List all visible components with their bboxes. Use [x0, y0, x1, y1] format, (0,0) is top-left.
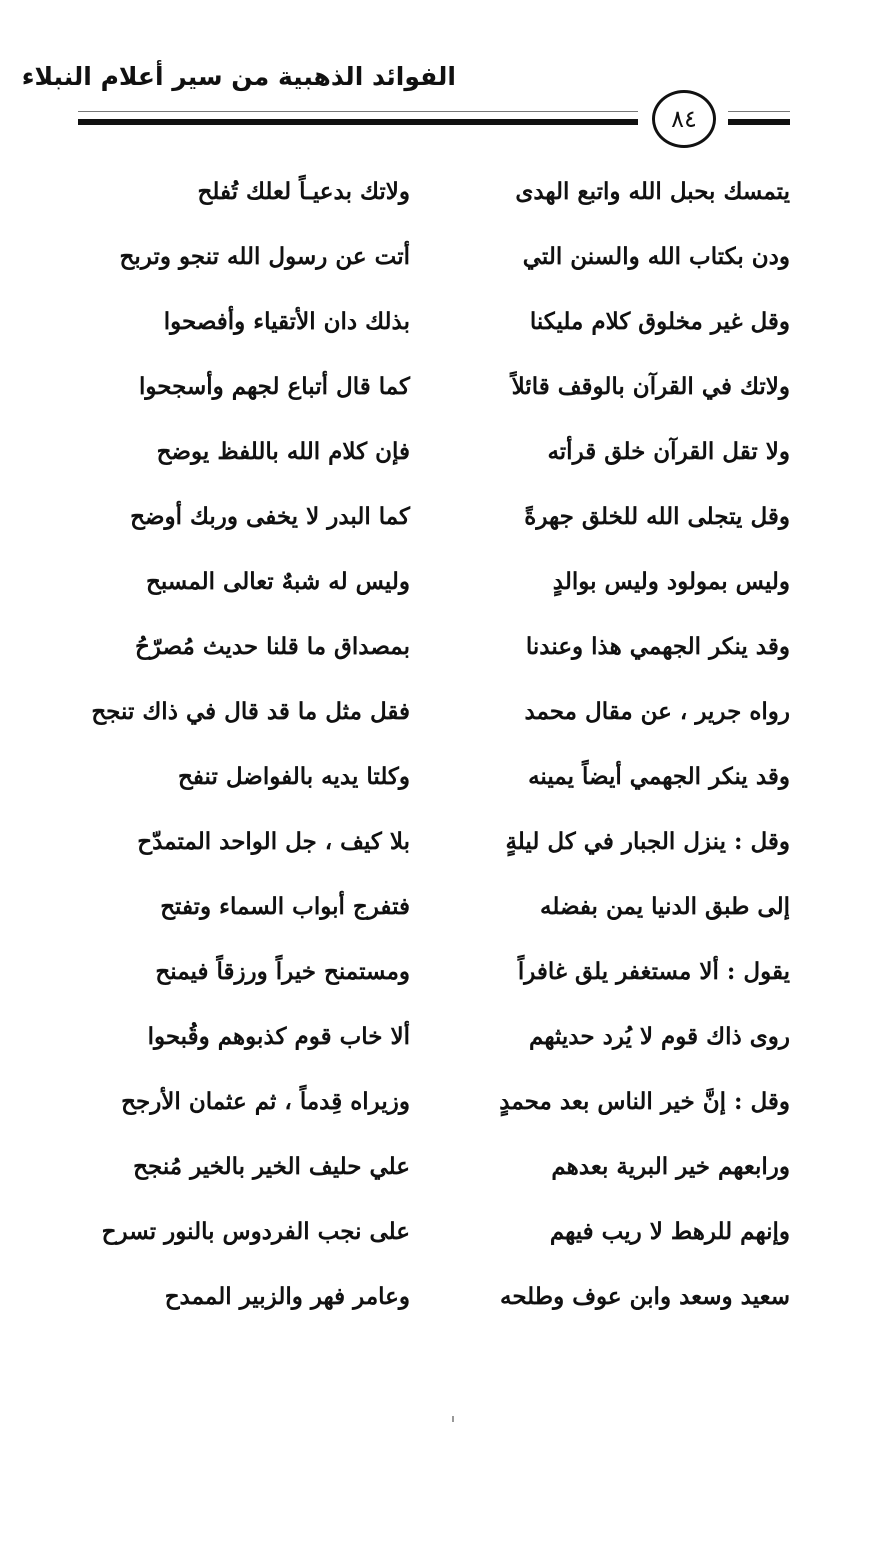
verse-second-hemistich: وكلتا يديه بالفواضل تنفح [178, 763, 410, 790]
verse-second-hemistich: فتفرج أبواب السماء وتفتح [160, 893, 410, 920]
verse-second-hemistich: فإن كلام الله باللفظ يوضح [156, 438, 410, 465]
verse [70, 690, 790, 755]
verse-second-hemistich: كما قال أتباع لجهم وأسجحوا [139, 373, 410, 400]
header-rule-thin [78, 111, 638, 112]
verse-first-hemistich: وقل : ينزل الجبار في كل ليلةٍ [505, 828, 790, 855]
header-rule-right-thin [728, 111, 790, 112]
verse-first-hemistich: وقد ينكر الجهمي هذا وعندنا [525, 633, 790, 660]
verse-first-hemistich: وقل : إنَّ خير الناس بعد محمدٍ [499, 1088, 790, 1115]
verse [70, 1080, 790, 1145]
verse-second-hemistich: بذلك دان الأتقياء وأفصحوا [163, 308, 410, 335]
verse [70, 820, 790, 885]
verse-first-hemistich: وإنهم للرهط لا ريب فيهم [549, 1218, 790, 1245]
verse-first-hemistich: يتمسك بحبل الله واتبع الهدى [515, 178, 790, 205]
header-title: الفوائد الذهبية من سير أعلام النبلاء [21, 62, 456, 91]
verse-second-hemistich: ولاتك بدعيـاً لعلك تُفلح [197, 178, 410, 205]
verse-first-hemistich: روى ذاك قوم لا يُرد حديثهم [529, 1023, 790, 1050]
verse [70, 625, 790, 690]
verse [70, 495, 790, 560]
verse-second-hemistich: وزيراه قِدماً ، ثم عثمان الأرجح [121, 1088, 410, 1115]
verse-second-hemistich: على نجب الفردوس بالنور تسرح [101, 1218, 410, 1245]
verse-first-hemistich: وقل غير مخلوق كلام مليكنا [529, 308, 790, 335]
poem [70, 170, 790, 1340]
verse-first-hemistich: يقول : ألا مستغفر يلق غافراً [517, 958, 790, 985]
verse-first-hemistich: وليس بمولود وليس بوالدٍ [552, 568, 790, 595]
verse-second-hemistich: وليس له شبهٌ تعالى المسبح [146, 568, 410, 595]
verse [70, 950, 790, 1015]
verse-first-hemistich: إلى طبق الدنيا يمن بفضله [540, 893, 790, 920]
verse-first-hemistich: ولا تقل القرآن خلق قرأته [547, 438, 790, 465]
verse-second-hemistich: فقل مثل ما قد قال في ذاك تنجح [91, 698, 410, 725]
footer-mark [452, 1416, 454, 1422]
verse-first-hemistich: ورابعهم خير البرية بعدهم [551, 1153, 790, 1180]
verse [70, 1015, 790, 1080]
header-rule-right-thick [728, 119, 790, 125]
verse-second-hemistich: بلا كيف ، جل الواحد المتمدّح [137, 828, 410, 855]
verse [70, 300, 790, 365]
verse [70, 885, 790, 950]
verse [70, 235, 790, 300]
verse-second-hemistich: كما البدر لا يخفى وربك أوضح [130, 503, 410, 530]
page-number: ٨٤ [652, 90, 716, 148]
verse-first-hemistich: وقد ينكر الجهمي أيضاً يمينه [528, 763, 790, 790]
verse [70, 365, 790, 430]
verse-first-hemistich: رواه جرير ، عن مقال محمد [524, 698, 790, 725]
verse-first-hemistich: ولاتك في القرآن بالوقف قائلاً [511, 373, 790, 400]
verse [70, 430, 790, 495]
verse-first-hemistich: وقل يتجلى الله للخلق جهرةً [524, 503, 790, 530]
verse-first-hemistich: سعيد وسعد وابن عوف وطلحه [499, 1283, 790, 1310]
verse [70, 1145, 790, 1210]
verse-second-hemistich: ألا خاب قوم كذبوهم وقُبحوا [147, 1023, 410, 1050]
verse-second-hemistich: علي حليف الخير بالخير مُنجح [133, 1153, 410, 1180]
verse-second-hemistich: وعامر فهر والزبير الممدح [164, 1283, 410, 1310]
verse [70, 1275, 790, 1340]
verse-second-hemistich: أتت عن رسول الله تنجو وتربح [119, 243, 410, 270]
verse-first-hemistich: ودن بكتاب الله والسنن التي [522, 243, 790, 270]
verse-second-hemistich: بمصداق ما قلنا حديث مُصرّحُ [135, 633, 410, 660]
verse [70, 170, 790, 235]
verse [70, 1210, 790, 1275]
verse [70, 755, 790, 820]
verse [70, 560, 790, 625]
header-rule-thick [78, 119, 638, 125]
verse-second-hemistich: ومستمنح خيراً ورزقاً فيمنح [155, 958, 410, 985]
